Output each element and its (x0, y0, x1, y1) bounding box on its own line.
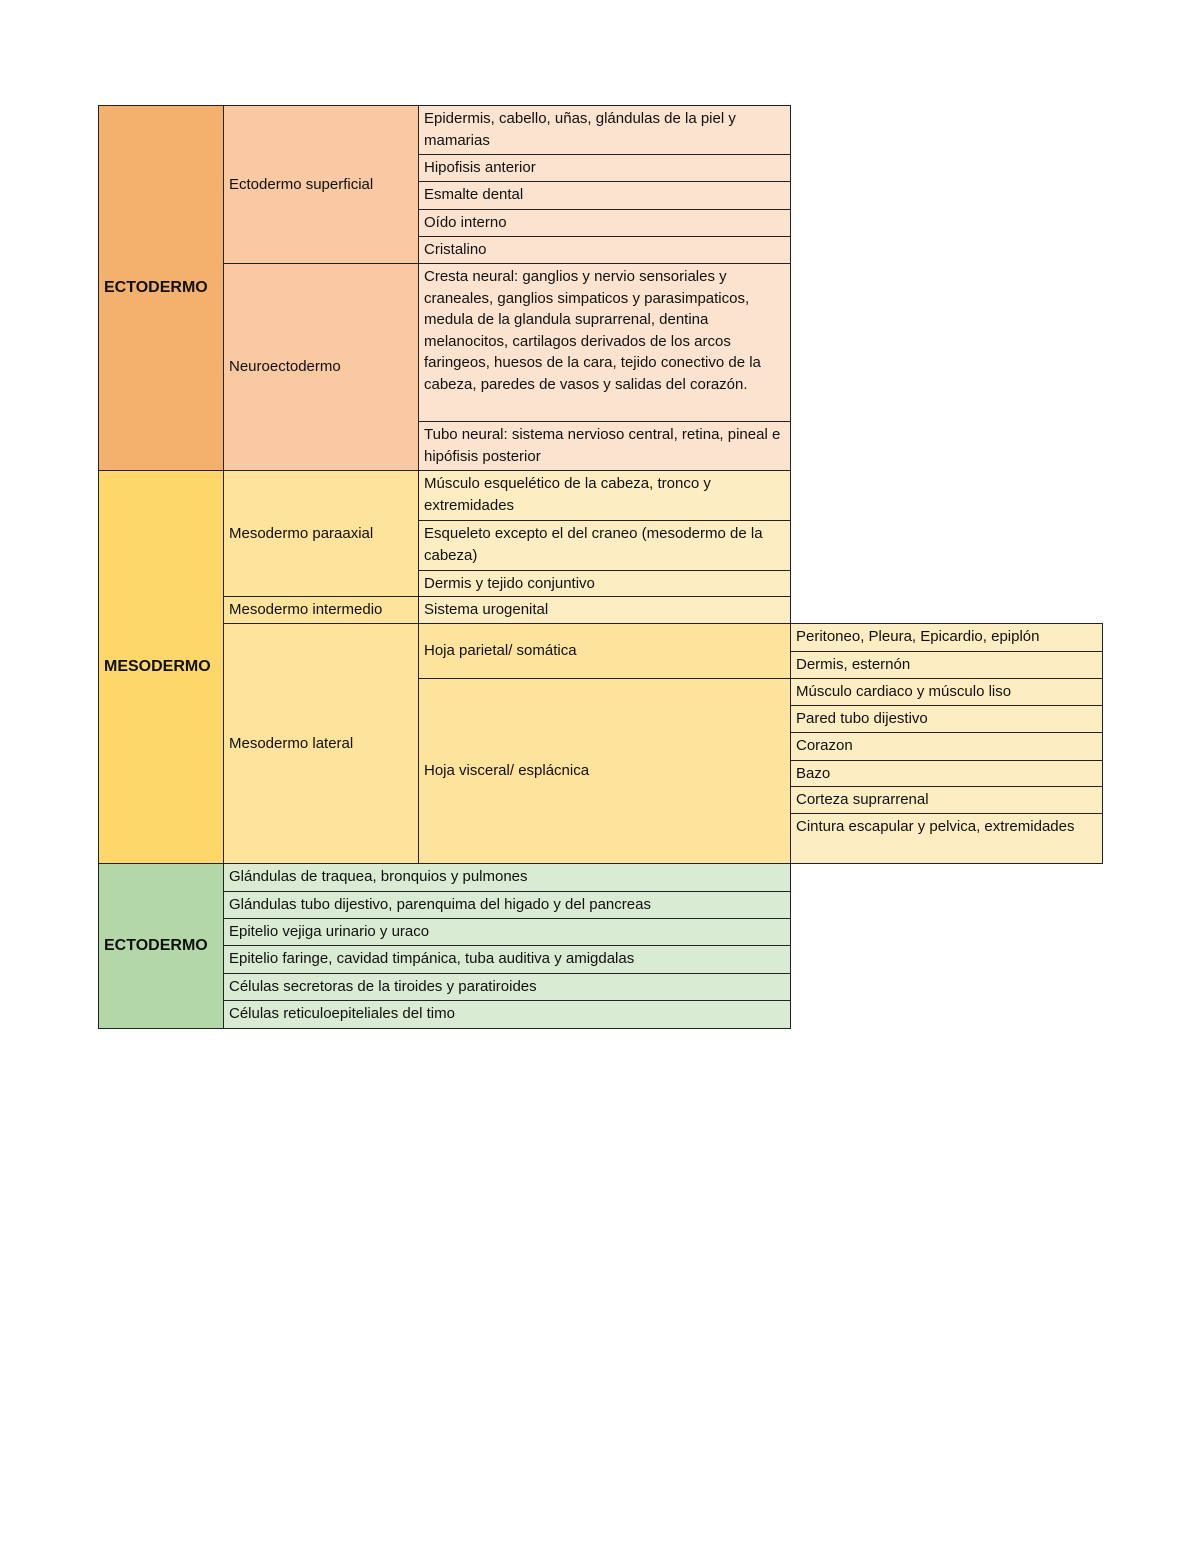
visceral-item-3: Corazon (790, 732, 1103, 761)
ecto-sup-item-3: Esmalte dental (418, 181, 791, 210)
hoja-visceral-label: Hoja visceral/ esplácnica (418, 678, 791, 864)
visceral-item-4: Bazo (790, 760, 1103, 787)
germ-layer-endodermo: ECTODERMO (98, 863, 224, 1029)
ecto-sup-item-2: Hipofisis anterior (418, 154, 791, 182)
ectodermo-superficial-label: Ectodermo superficial (223, 105, 419, 264)
intermedio-item-1: Sistema urogenital (418, 596, 791, 624)
parietal-item-1: Peritoneo, Pleura, Epicardio, epiplón (790, 623, 1103, 652)
visceral-item-2: Pared tubo dijestivo (790, 705, 1103, 733)
neuro-item-cresta-neural: Cresta neural: ganglios y nervio sensoriales y craneales, ganglios simpaticos y parasimpaticos, medula de la glandula suprarrenal, dentina melanocitos, cartilagos derivados de los arcos faringeos, huesos de la cara, tejido conectivo de la cabeza, paredes de vasos y salidas del corazón. (418, 263, 791, 422)
germ-layer-ectodermo: ECTODERMO (98, 105, 224, 471)
paraaxial-item-3: Dermis y tejido conjuntivo (418, 570, 791, 597)
endo-item-6: Células reticuloepiteliales del timo (223, 1000, 791, 1029)
parietal-item-2: Dermis, esternón (790, 651, 1103, 679)
endo-item-3: Epitelio vejiga urinario y uraco (223, 918, 791, 946)
endo-item-1: Glándulas de traquea, bronquios y pulmones (223, 863, 791, 892)
ecto-sup-item-4: Oído interno (418, 209, 791, 237)
mesodermo-paraaxial-label: Mesodermo paraaxial (223, 470, 419, 597)
paraaxial-item-1: Músculo esquelético de la cabeza, tronco y extremidades (418, 470, 791, 521)
visceral-item-5: Corteza suprarrenal (790, 786, 1103, 814)
endo-item-4: Epitelio faringe, cavidad timpánica, tuba auditiva y amigdalas (223, 945, 791, 974)
paraaxial-item-2: Esqueleto excepto el del craneo (mesodermo de la cabeza) (418, 520, 791, 571)
ecto-sup-item-1: Epidermis, cabello, uñas, glándulas de la piel y mamarias (418, 105, 791, 155)
visceral-item-1: Músculo cardiaco y músculo liso (790, 678, 1103, 706)
hoja-parietal-label: Hoja parietal/ somática (418, 623, 791, 679)
endo-item-5: Células secretoras de la tiroides y paratiroides (223, 973, 791, 1001)
visceral-item-6: Cintura escapular y pelvica, extremidades (790, 813, 1103, 864)
neuro-item-tubo-neural: Tubo neural: sistema nervioso central, retina, pineal e hipófisis posterior (418, 421, 791, 471)
mesodermo-lateral-label: Mesodermo lateral (223, 623, 419, 864)
neuroectodermo-label: Neuroectodermo (223, 263, 419, 471)
endo-item-2: Glándulas tubo dijestivo, parenquima del higado y del pancreas (223, 891, 791, 919)
ecto-sup-item-5: Cristalino (418, 236, 791, 264)
mesodermo-intermedio-label: Mesodermo intermedio (223, 596, 419, 624)
germ-layer-mesodermo: MESODERMO (98, 470, 224, 864)
